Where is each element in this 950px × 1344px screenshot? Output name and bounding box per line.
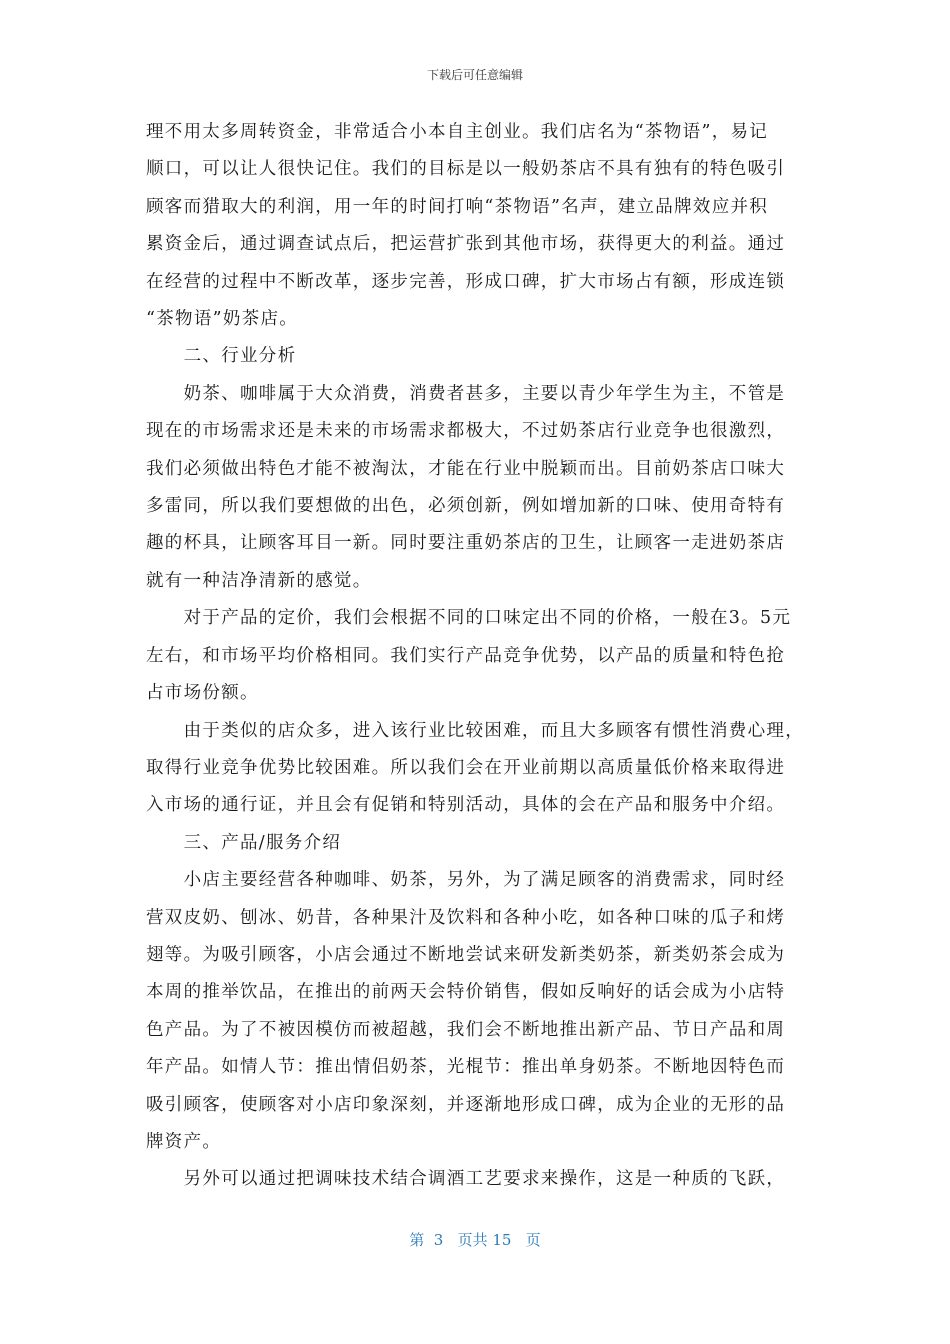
paragraph-industry-analysis: 奶茶、咖啡属于大众消费，消费者甚多，主要以青少年学生为主，不管是 现在的市场需求还是未来的市场需求都极大，不过奶茶店行业竞争也很激烈， 我们必须做出特色才能不被淘汰，才能在行业中脱颖而出。目前奶茶店口味大 多雷同，所以我们要想做的出色，必须创新，例如增加新的口味、使用奇特有 趣的杯具，让顾客耳目一新。同时要注重奶茶店的卫生，让顾客一走进奶茶店 就有一种洁净清新的感觉。 xyxy=(146,383,786,591)
page-footer: 第 3 页共 15 页 xyxy=(409,1231,541,1249)
paragraph-pricing: 对于产品的定价，我们会根据不同的口味定出不同的价格，一般在3。5元 左右，和市场平均价格相同。我们实行产品竞争优势，以产品的质量和特色抢 占市场份额。 xyxy=(146,608,792,704)
paragraph-products: 小店主要经营各种咖啡、奶茶，另外，为了满足顾客的消费需求，同时经 营双皮奶、刨冰、奶昔，各种果汁及饮料和各种小吃，如各种口味的瓜子和烤 翅等。为吸引顾客，小店会通过不断地尝试来研发新类奶茶，新类奶茶会成为 本周的推举饮品，在推出的前两天会特价销售，假如反响好的话会成为小店特 色产品。为了不被因模仿而被超越，我们会不断地推出新产品、节日产品和周 年产品。如情人节：推出情侣奶茶，光棍节：推出单身奶茶。不断地因特色而 吸引顾客，使顾客对小店印象深刻，并逐渐地形成口碑，成为企业的无形的品 牌资产。 xyxy=(146,870,786,1152)
section-heading-products-services: 三、产品/服务介绍 xyxy=(146,832,342,853)
paragraph-competition: 由于类似的店众多，进入该行业比较困难，而且大多顾客有惯性消费心理， 取得行业竞争优势比较困难。所以我们会在开业前期以高质量低价格来取得进 入市场的通行证，并且会有促销和特别活动，具体的会在产品和服务中介绍。 xyxy=(146,720,804,816)
paragraph-intro-continued: 理不用太多周转资金，非常适合小本自主创业。我们店名为“茶物语”，易记 顺口，可以让人很快记住。我们的目标是以一般奶茶店不具有独有的特色吸引 顾客而猎取大的利润，用一年的时间打响“茶物语”名声，建立品牌效应并积 累资金后，通过调查试点后，把运营扩张到其他市场，获得更大的利益。通过 在经营的过程中不断改革，逐步完善，形成口碑，扩大市场占有额，形成连锁 “茶物语”奶茶店。 xyxy=(146,122,786,330)
document-body xyxy=(146,114,806,1199)
page-header: 下载后可任意编辑 xyxy=(426,68,523,82)
paragraph-additional: 另外可以通过把调味技术结合调酒工艺要求来操作，这是一种质的飞跃， xyxy=(146,1169,786,1190)
section-heading-industry-analysis: 二、行业分析 xyxy=(146,346,297,367)
